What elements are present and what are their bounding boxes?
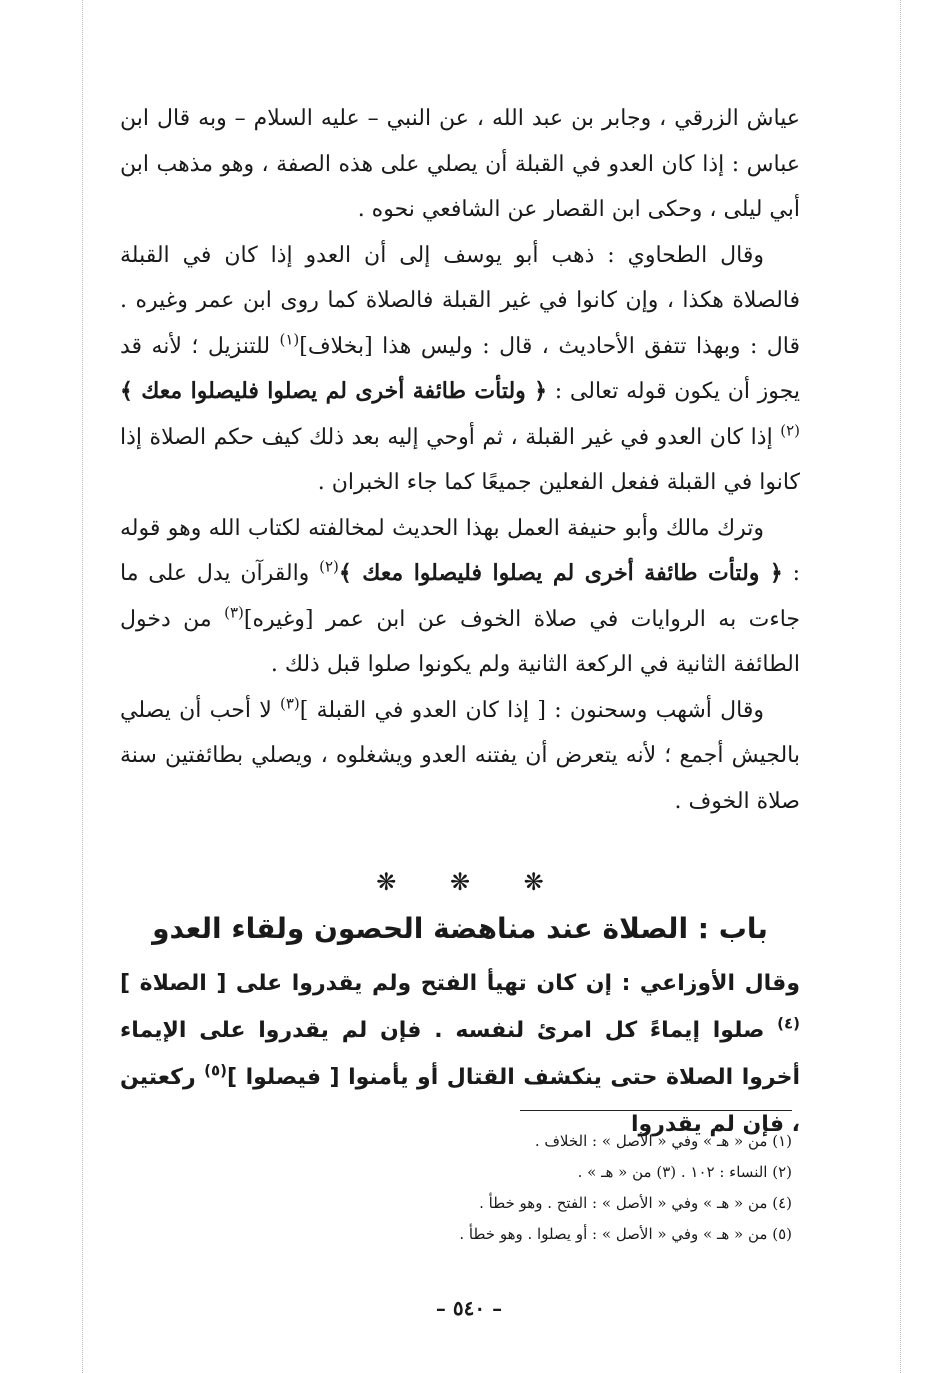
- paragraph-5-text-b: صلوا إيماءً كل امرئ لنفسه . فإن لم يقدروا على الإيماء أخروا الصلاة حتى ينكشف القتال أو يأمنوا [ فيصلوا ]: [120, 1018, 800, 1090]
- footnote-ref-3: (٣): [224, 603, 244, 622]
- footnote-ref-2: (٢): [780, 421, 800, 440]
- main-text: [120, 96, 800, 824]
- chapter-heading: باب : الصلاة عند مناهضة الحصون ولقاء العدو: [152, 912, 768, 945]
- footnote-ref-3b: (٣): [280, 694, 300, 713]
- section-separator: ❋ ❋ ❋: [376, 868, 544, 896]
- paragraph-2-text-c: إذا كان العدو في غير القبلة ، ثم أوحي إليه بعد ذلك كيف حكم الصلاة إذا كانوا في القبلة ففعل الفعلين جميعًا كما جاء الخبران .: [120, 424, 800, 495]
- paragraph-3-text-c: من دخول الطائفة الثانية في الركعة الثانية ولم يكونوا صلوا قبل ذلك .: [120, 606, 800, 677]
- paragraph-3: [120, 506, 800, 688]
- paragraph-5: [120, 960, 800, 1148]
- footnote-ref-5: (٥): [204, 1061, 228, 1080]
- footnote-2: (٢) النساء : ١٠٢ . (٣) من « هـ » .: [577, 1163, 792, 1181]
- footnote-1: (١) من « هـ » وفي « الأصل » : الخلاف .: [534, 1132, 792, 1150]
- paragraph-2-text-a: وقال الطحاوي : ذهب أبو يوسف إلى أن العدو إذا كان في القبلة فالصلاة هكذا ، وإن كانوا في غير القبلة فالصلاة كما روى ابن عمر وغيره . قال : وبهذا تتفق الأحاديث ، قال : وليس هذا [بخلاف]: [120, 242, 800, 359]
- page-number: – ٥٤٠ –: [435, 1296, 503, 1320]
- paragraph-4-text-a: وقال أشهب وسحنون : [ إذا كان العدو في القبلة ]: [299, 697, 764, 723]
- paragraph-4-text-b: لا أحب أن يصلي بالجيش أجمع ؛ لأنه يتعرض أن يفتنه العدو ويشغلوه ، ويصلي بطائفتين سنة صلاة الخوف .: [120, 697, 800, 814]
- paragraph-1: عياش الزرقي ، وجابر بن عبد الله ، عن النبي – عليه السلام – وبه قال ابن عباس : إذا كان العدو في القبلة أن يصلي على هذه الصفة ، وهو مذهب ابن أبي ليلى ، وحكى ابن القصار عن الشافعي نحوه .: [120, 106, 800, 222]
- right-margin-guide: [900, 0, 901, 1373]
- footnote-4: (٤) من « هـ » وفي « الأصل » : الفتح . وهو خطأ .: [479, 1194, 792, 1212]
- quran-quote: ﴿ ولتأت طائفة أخرى لم يصلوا فليصلوا معك ﴾: [120, 378, 548, 404]
- paragraph-2-text-b: للتنزيل ؛ لأنه قد يجوز أن يكون قوله تعالى :: [120, 333, 800, 404]
- paragraph-3-text-a: وترك مالك وأبو حنيفة العمل بهذا الحديث لمخالفته لكتاب الله وهو قوله :: [120, 515, 800, 586]
- footnote-divider: [520, 1110, 792, 1111]
- footnote-ref-2b: (٢): [319, 557, 339, 576]
- footnote-5: (٥) من « هـ » وفي « الأصل » : أو يصلوا . وهو خطأ .: [459, 1225, 792, 1243]
- paragraph-2: [120, 233, 800, 506]
- paragraph-3-text-b: والقرآن يدل على ما جاءت به الروايات في صلاة الخوف عن ابن عمر [وغيره]: [120, 561, 800, 632]
- footnotes: [300, 1126, 792, 1250]
- footnote-ref-4: (٤): [777, 1014, 800, 1033]
- quran-quote-2: ﴿ ولتأت طائفة أخرى لم يصلوا فليصلوا معك ﴾: [338, 560, 783, 586]
- paragraph-4: [120, 688, 800, 825]
- paragraph-5-text-c: ركعتين ، فإن لم يقدروا: [120, 1065, 800, 1137]
- footnote-ref-1: (١): [279, 330, 300, 349]
- left-margin-guide: [82, 0, 83, 1373]
- paragraph-5-text-a: وقال الأوزاعي : إن كان تهيأ الفتح ولم يقدروا على [ الصلاة ]: [120, 971, 800, 996]
